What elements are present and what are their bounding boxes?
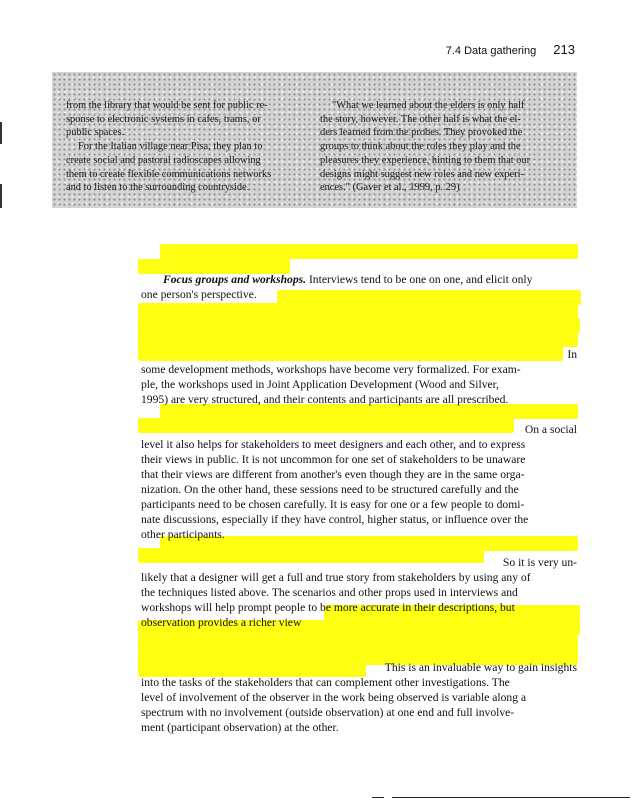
box-left-column — [66, 99, 312, 195]
paragraph-line: other participants. — [141, 528, 225, 541]
paragraph-line: On a social — [524, 423, 577, 436]
body-text — [141, 272, 577, 735]
paragraph-line: This is an invaluable way to gain insights — [384, 661, 577, 674]
paragraph-line: some development methods, workshops have become very formalized. For exam- — [141, 363, 521, 376]
paragraph-line: into the tasks of the stakeholders that can complement other investigations. The — [141, 676, 510, 689]
paragraph-line: their views in public. It is not uncommon for one set of stakeholders to be unaware — [141, 453, 526, 466]
box-right-line: pleasures they experience, hinting to them that our — [320, 154, 531, 166]
box-left-line: and to listen to the surrounding countryside. — [66, 182, 250, 194]
paragraph-line: likely that a designer will get a full and true story from stakeholders by using any of — [141, 571, 531, 584]
footer-rule — [372, 797, 384, 798]
paragraph-line: level of involvement of the observer in the work being observed is variable along a — [141, 691, 527, 704]
paragraph-line: participants need to be chosen carefully. It is easy for one or a few people to domi- — [141, 498, 525, 511]
section-title: 7.4 Data gathering — [445, 45, 537, 57]
paragraph-line: 1995) are very structured, and their contents and participants are all prescribed. — [141, 393, 509, 406]
box-left-line: public spaces. — [66, 127, 125, 139]
paragraph-line: In — [567, 348, 577, 361]
box-right-line: groups to think about the roles they play and the — [320, 141, 521, 153]
box-right-line: designs might suggest new roles and new experi- — [320, 168, 525, 180]
box-left-line: them to create flexible communications networks — [66, 168, 272, 180]
paragraph-line: ment (participant observation) at the other. — [141, 721, 339, 734]
box-right-column — [320, 99, 566, 195]
box-left-line: from the library that would be sent for public re- — [66, 100, 268, 111]
margin-mark-upper — [0, 122, 2, 144]
box-right-line: ences." (Gaver et al., 1999, p. 29) — [320, 182, 460, 194]
box-right-line: "What we learned about the elders is only half — [332, 100, 525, 111]
redaction-highlight — [160, 244, 578, 259]
margin-mark-lower — [0, 184, 2, 208]
paragraph-line: spectrum with no involvement (outside observation) at one end and full involve- — [141, 706, 515, 719]
page-number: 213 — [553, 42, 575, 57]
box-left-line: sponse to electronic systems in cafes, trams, or — [66, 113, 261, 125]
boxed-case-study — [52, 72, 577, 208]
subheading: Focus groups and workshops. — [163, 273, 307, 286]
paragraph-line: that their views are different from another's even though they are in the same orga- — [141, 468, 525, 481]
footer-rule — [392, 797, 630, 798]
paragraph-line: nate discussions, especially if they have control, higher status, or influence over the — [141, 513, 529, 526]
paragraph-line: nization. On the other hand, these sessions need to be structured carefully and the — [141, 483, 519, 496]
paragraph-line: the techniques listed above. The scenarios and other props used in interviews and — [141, 586, 518, 599]
paragraph-line: Focus groups and workshops. Interviews tend to be one on one, and elicit only — [163, 273, 533, 286]
paragraph-line: level it also helps for stakeholders to meet designers and each other, and to express — [141, 438, 526, 451]
paragraph-line: observation provides a richer view — [141, 616, 302, 629]
paragraph-line: So it is very un- — [502, 556, 577, 569]
running-header — [0, 42, 575, 57]
paragraph-line: ple, the workshops used in Joint Application Development (Wood and Silver, — [141, 378, 499, 391]
box-right-line: the story, however. The other half is what the el- — [320, 113, 521, 125]
paragraph-line: one person's perspective. — [141, 288, 257, 301]
paragraph-line: workshops will help prompt people to be more accurate in their descriptions, but — [141, 601, 515, 614]
box-left-line: create social and pastoral radioscapes allowing — [66, 154, 261, 166]
box-left-line: For the Italian village near Pisa, they plan to — [78, 141, 263, 153]
box-right-line: ders learned from the probes. They provoked the — [320, 127, 523, 139]
